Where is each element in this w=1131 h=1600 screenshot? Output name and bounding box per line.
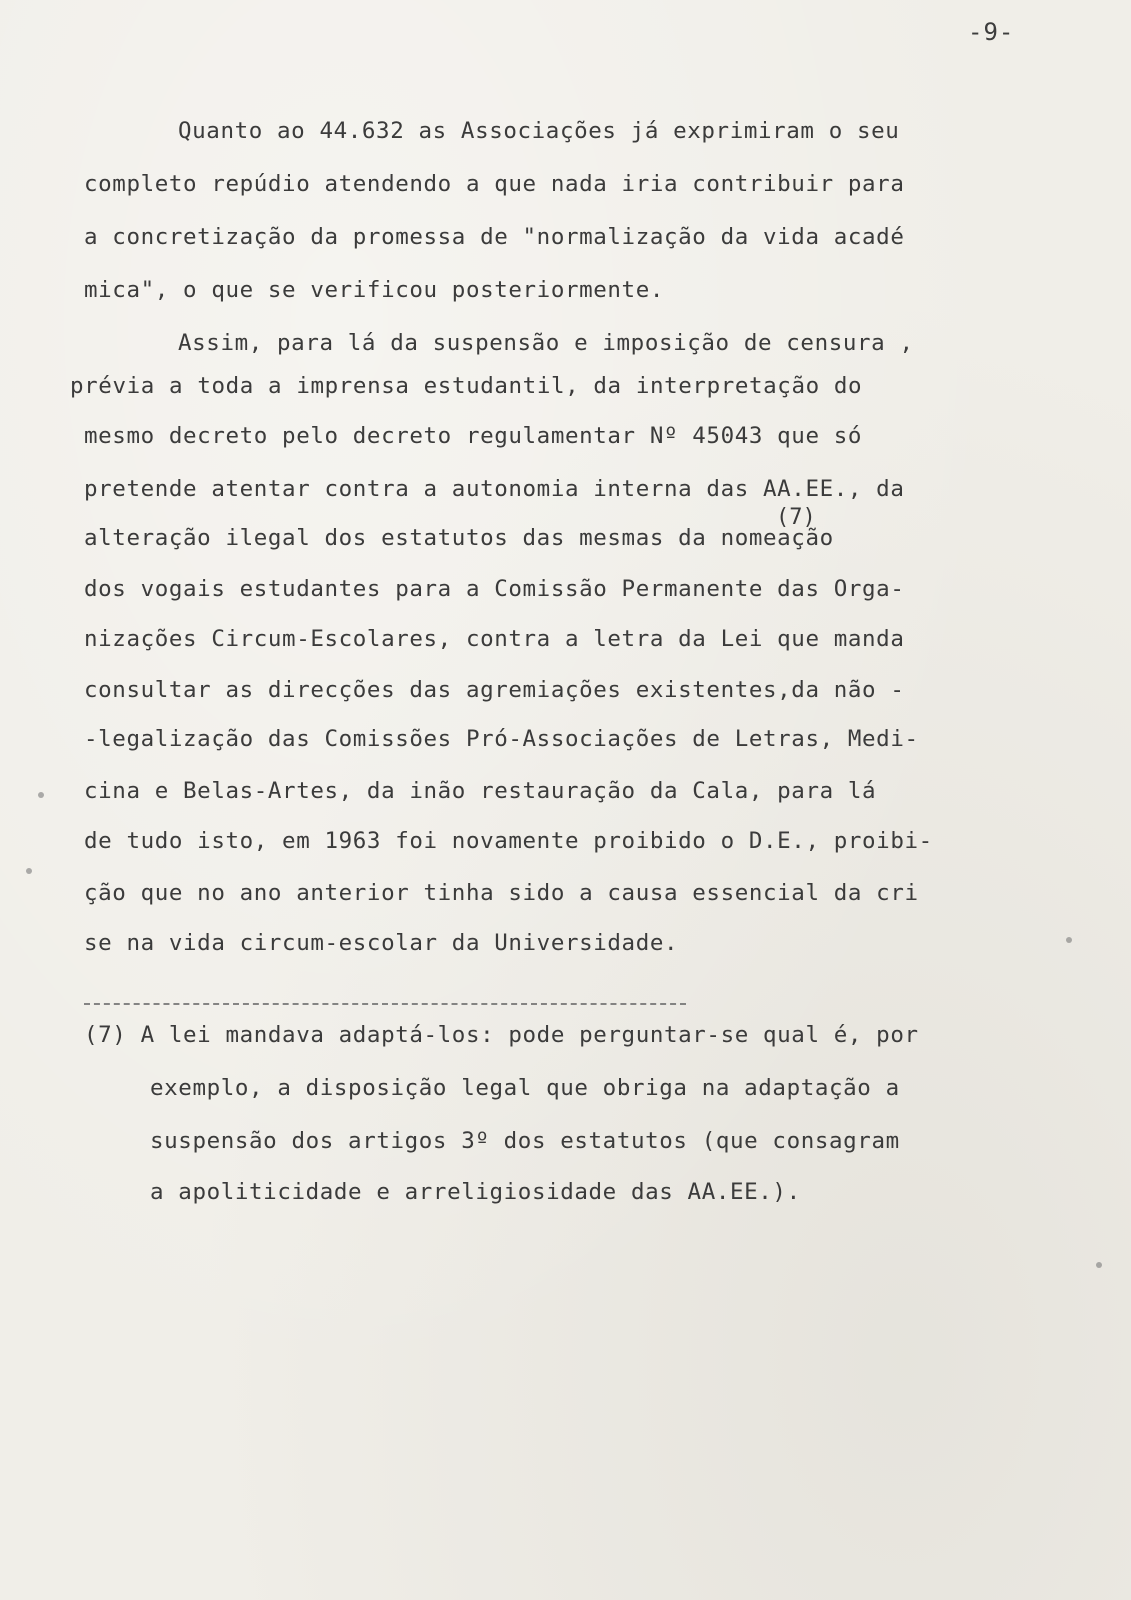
footnote-line: (7) A lei mandava adaptá-los: pode perguntar-se qual é, por <box>84 1022 919 1048</box>
text-line: alteração ilegal dos estatutos das mesmas da nomeação <box>84 525 834 551</box>
stray-ink-mark <box>1096 1262 1102 1268</box>
stray-ink-mark <box>1066 937 1072 943</box>
text-line: prévia a toda a imprensa estudantil, da interpretação do <box>70 373 863 399</box>
text-line: mesmo decreto pelo decreto regulamentar Nº 45043 que só <box>84 423 863 449</box>
stray-ink-mark <box>38 792 44 798</box>
text-line: completo repúdio atendendo a que nada iria contribuir para <box>84 171 905 197</box>
footnote-reference-marker: (7) <box>776 505 816 530</box>
stray-ink-mark <box>26 868 32 874</box>
footnote-separator <box>84 1003 686 1005</box>
text-line: se na vida circum-escolar da Universidade. <box>84 930 679 956</box>
text-line: consultar as direcções das agremiações existentes,da não - <box>84 677 905 703</box>
text-line: de tudo isto, em 1963 foi novamente proibido o D.E., proibi- <box>84 828 933 854</box>
text-line: cina e Belas-Artes, da inão restauração da Cala, para lá <box>84 778 877 804</box>
page-number: -9- <box>968 18 1015 46</box>
text-line: dos vogais estudantes para a Comissão Permanente das Orga- <box>84 576 905 602</box>
text-line: a concretização da promessa de "normalização da vida acadé <box>84 224 905 250</box>
text-line: Quanto ao 44.632 as Associações já exprimiram o seu <box>178 118 900 144</box>
text-line: pretende atentar contra a autonomia interna das AA.EE., da <box>84 476 905 502</box>
text-line: -legalização das Comissões Pró-Associações de Letras, Medi- <box>84 726 919 752</box>
text-line: Assim, para lá da suspensão e imposição de censura , <box>178 330 914 356</box>
footnote-line: exemplo, a disposição legal que obriga na adaptação a <box>150 1075 900 1101</box>
text-line: mica", o que se verificou posteriormente. <box>84 277 664 303</box>
text-line: nizações Circum-Escolares, contra a letra da Lei que manda <box>84 626 905 652</box>
footnote-line: a apoliticidade e arreligiosidade das AA.EE.). <box>150 1179 801 1205</box>
footnote-line: suspensão dos artigos 3º dos estatutos (que consagram <box>150 1128 900 1154</box>
text-line: ção que no ano anterior tinha sido a causa essencial da cri <box>84 880 919 906</box>
